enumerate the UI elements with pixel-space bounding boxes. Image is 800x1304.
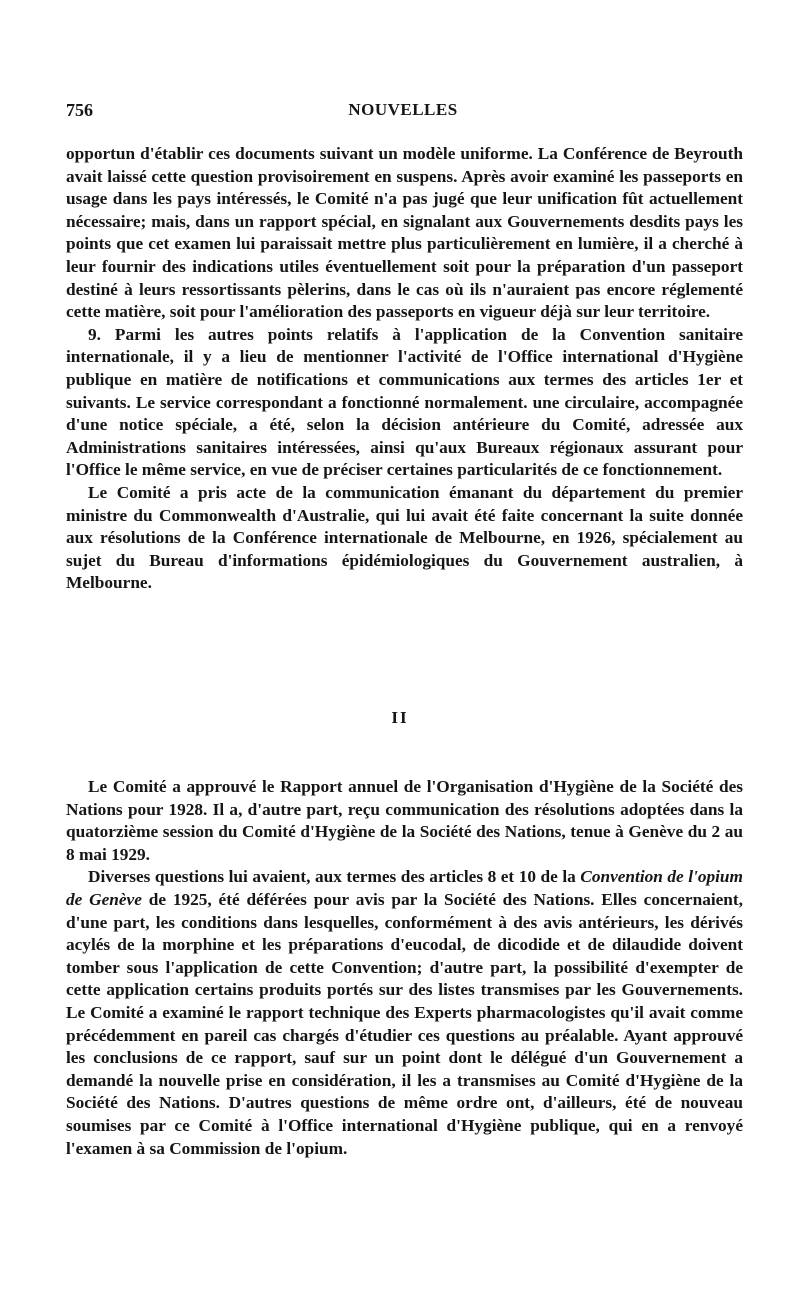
section-heading: II <box>391 708 409 727</box>
opium-text-end: de 1925, été déférées pour avis par la Société des Nations. Elles concernaient, d'une part, les conditions dans lesquelles, conformément à des avis antérieurs, les dérivés acylés de la morphine et les préparations d'eucodal, de dicodide et de dilaudide doivent tomber sous l'application de cette Convention; d'autre part, la possibilité d'exempter de cette application certains produits portés sur des listes transmises par les Gouvernements. Le Comité a examiné le rapport technique des Experts pharmacologistes qu'il avait comme précédemment en pareil cas chargés d'étudier ces questions au préalable. Ayant approuvé les conclusions de ce rapport, sauf sur un point dont le délégué d'un Gouvernement a demandé la nouvelle prise en considération, il les a transmises au Comité d'Hygiène de la Société des Nations. D'autres questions de même ordre ont, d'ailleurs, été de nouveau soumises par ce Comité à l'Office international d'Hygiène publique, qui en a renvoyé l'examen à sa Commission de l'opium. <box>66 889 743 1158</box>
paragraph-passports: opportun d'établir ces documents suivant un modèle uniforme. La Conférence de Beyrouth avait laissé cette question provisoirement en suspens. Après avoir examiné les passeports en usage dans les pays intéressés, le Comité n'a pas jugé que leur unification fût actuellement nécessaire; mais, dans un rapport spécial, en signalant aux Gouvernements desdits pays les points que cet examen lui paraissait mettre plus particulièrement en lumière, il a cherché à leur fournir des indications utiles éventuellement soit pour la préparation d'un passeport destiné à leurs ressortissants pèlerins, dans le cas où ils n'auraient pas encore réglementé cette matière, soit pour l'amélioration des passeports en vigueur déjà sur leur territoire. <box>66 144 743 322</box>
paragraph-convention-sanitaire: 9. Parmi les autres points relatifs à l'application de la Convention sanitaire internationale, il y a lieu de mentionner l'activité de l'Office international d'Hygiène publique en matière de notifications et communications aux termes des articles 1er et suivants. Le service correspondant a fonctionné normalement. une circulaire, accompagnée d'une notice spéciale, a été, selon la décision antérieure du Comité, adressée aux Administrations sanitaires intéressées, ainsi qu'aux Bureaux régionaux assurant pour l'Office le même service, en vue de préciser certaines particularités de ce fonctionnement. <box>66 324 743 480</box>
opium-text-start: Diverses questions lui avaient, aux termes des articles 8 et 10 de la <box>88 867 581 887</box>
paragraph-australia: Le Comité a pris acte de la communication émanant du département du premier ministre du Commonwealth d'Australie, qui lui avait été faite concernant la suite donnée aux résolutions de la Conférence internationale de Melbourne, en 1926, spécialement au sujet du Bureau d'informations épidémiologiques du Gouvernement australien, à Melbourne. <box>66 482 743 593</box>
text-block-lower <box>66 776 743 1160</box>
paragraph-rapport-annuel: Le Comité a approuvé le Rapport annuel de l'Organisation d'Hygiène de la Société des Nations pour 1928. Il a, d'autre part, reçu communication des résolutions adoptées dans la quatorzième session du Comité d'Hygiène de la Société des Nations, tenue à Genève du 2 au 8 mai 1929. <box>66 777 743 864</box>
text-block-upper <box>66 143 743 595</box>
page-number: 756 <box>66 100 93 120</box>
paragraph-opium <box>66 866 743 1160</box>
running-head: NOUVELLES <box>348 100 458 119</box>
convention-title: Convention de l'opium de Genève <box>66 867 743 909</box>
page-header <box>66 100 740 124</box>
